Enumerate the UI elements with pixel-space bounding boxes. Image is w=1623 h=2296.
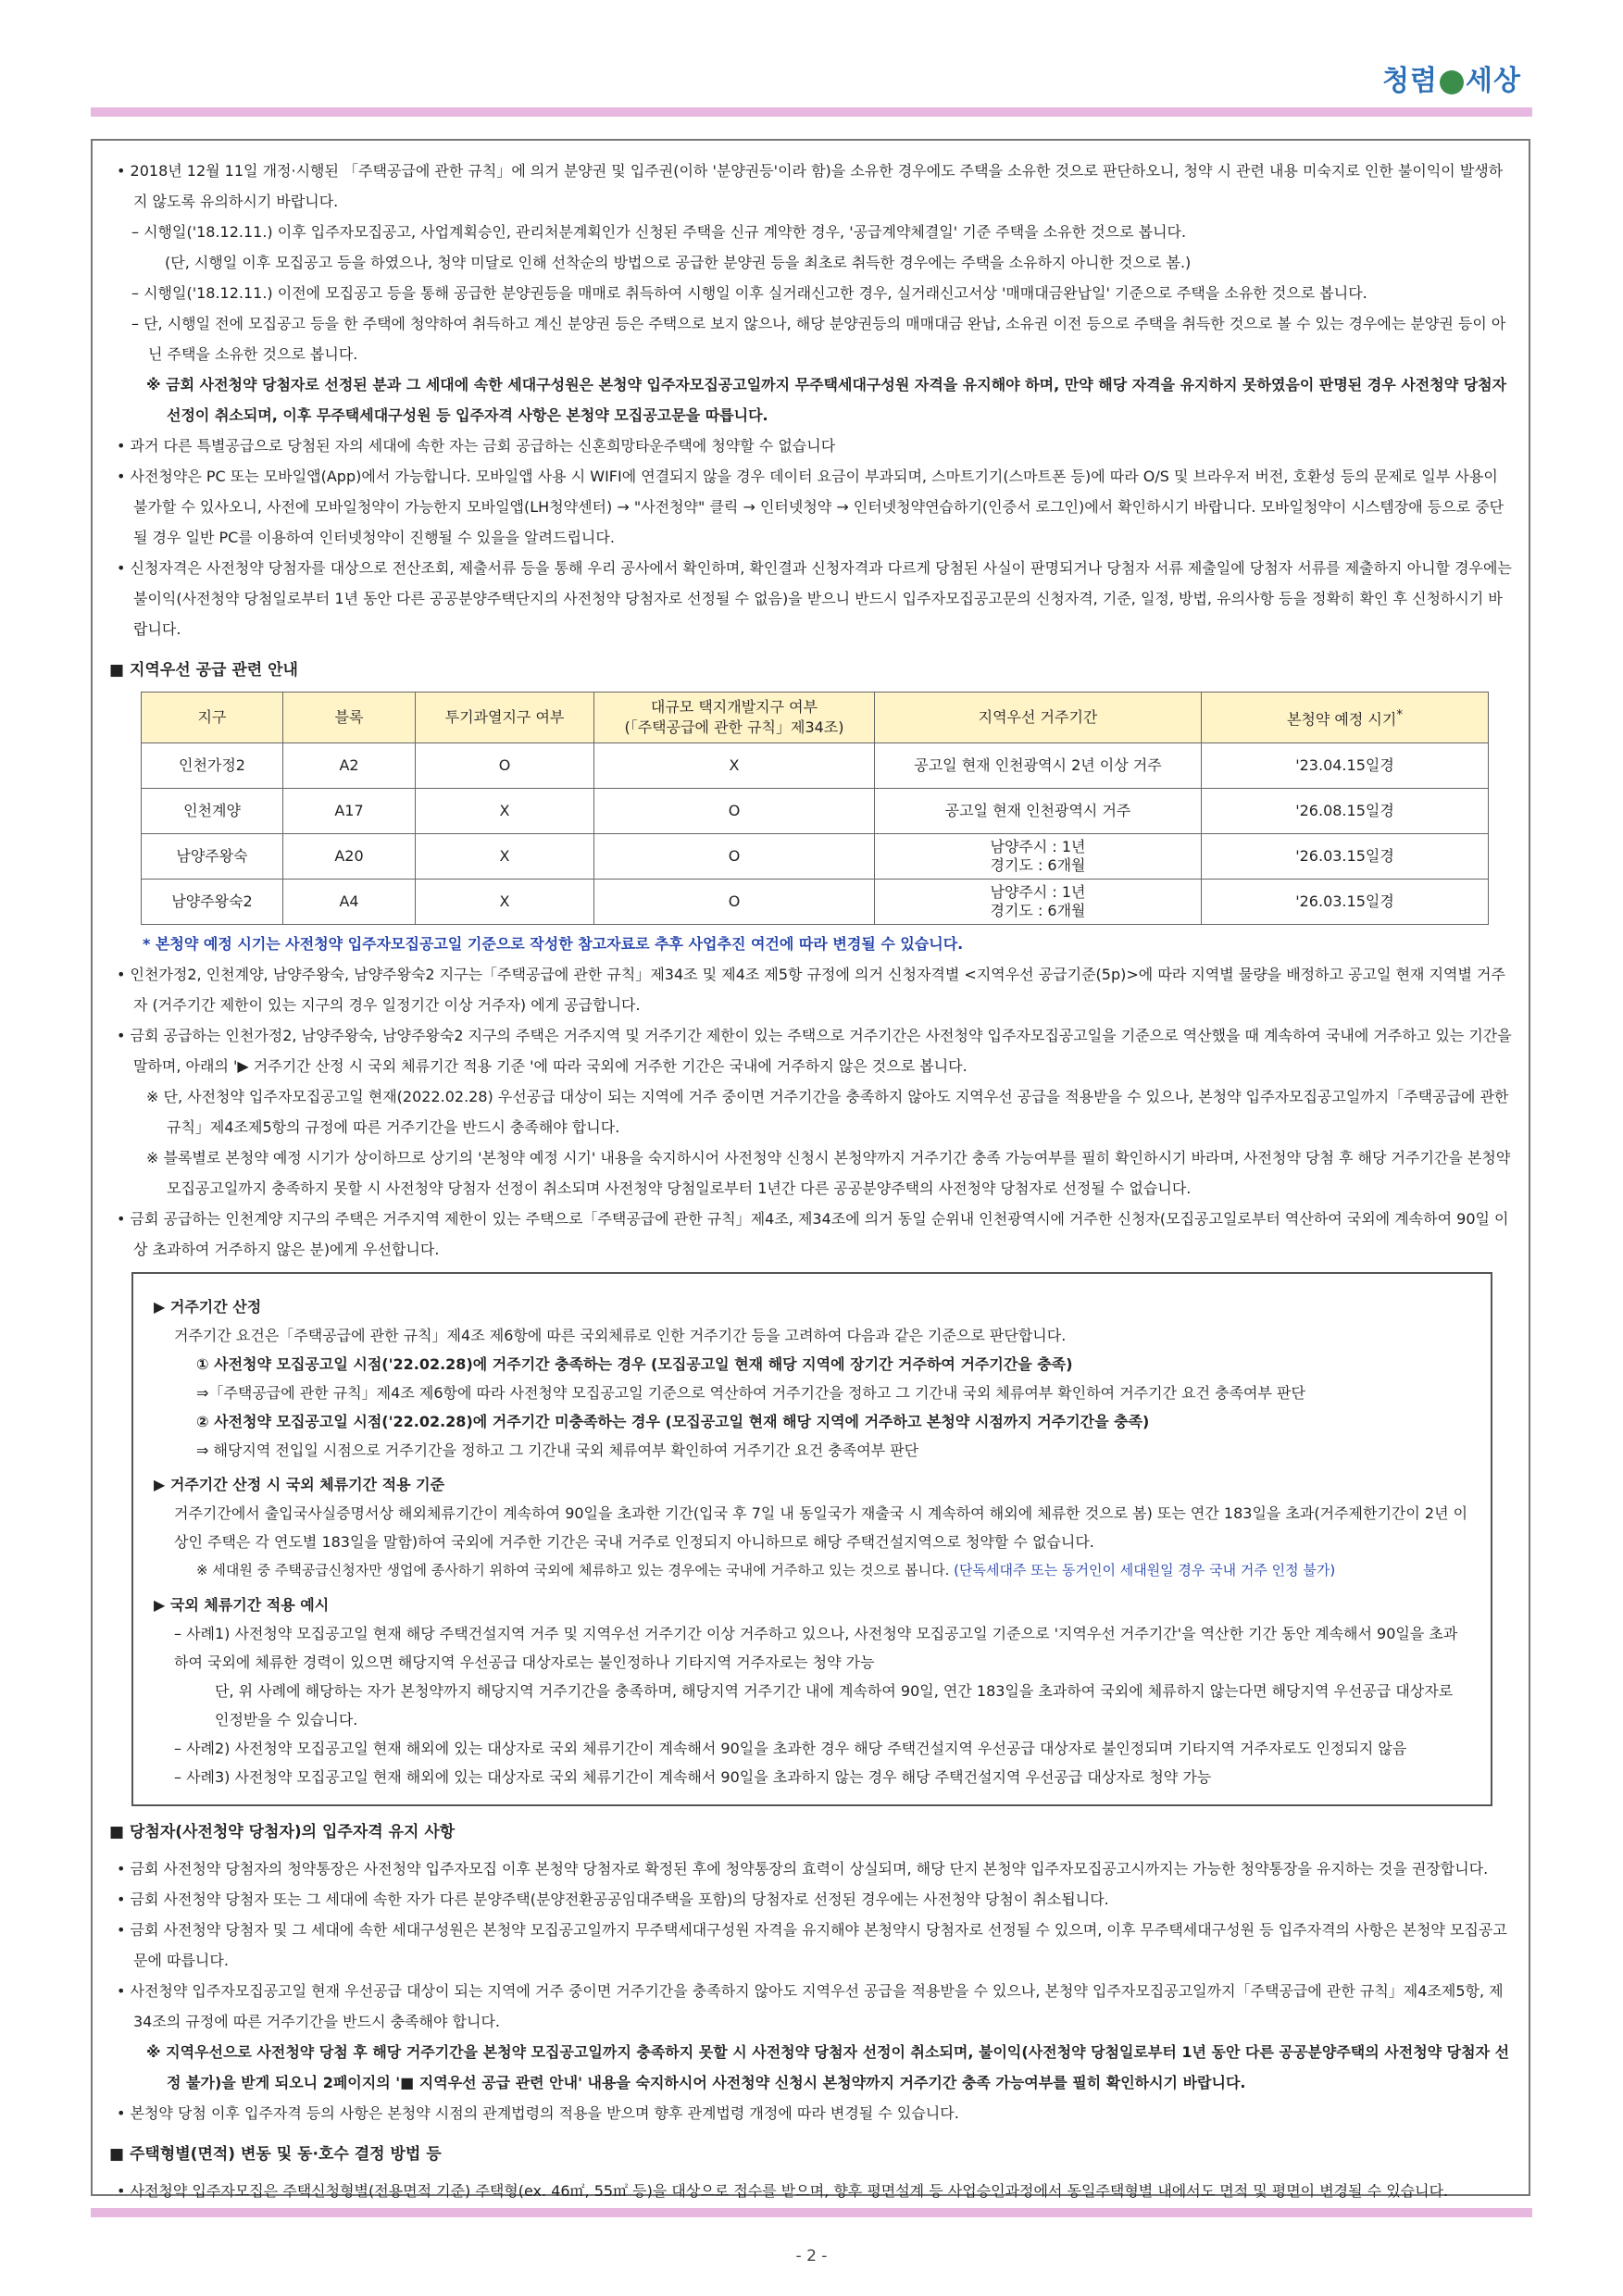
th-large-site: 대규모 택지개발지구 여부 (「주택공급에 관한 규칙」제34조) [594, 693, 875, 743]
table-row [142, 743, 1489, 789]
cell: X [416, 789, 594, 834]
cell: 인천계양 [142, 789, 283, 834]
box-heading-1: ▶ 거주기간 산정 [154, 1298, 262, 1316]
cell: O [594, 880, 875, 925]
intro-bullet-4: • 신청자격은 사전청약 당첨자를 대상으로 전산조회, 제출서류 등을 통해 우리 공사에서 확인하며, 확인결과 신청자격과 다르게 당첨된 사실이 판명되거나 당첨자 서류 제출일에 당첨자 서류를 제출하지 아니할 경우에는 불이익(사전청약 당첨일로부터 1년 동안 다른 공공분양주택단지의 사전청약 당첨자로 선정될 수 없음)을 받으니 반드시 입주자모집공고문의 신청자격, 기준, 일정, 방법, 유의사항 등을 정확히 확인 후 신청하시기 바랍니다. [117, 559, 1512, 638]
regional-table [141, 692, 1489, 925]
winners-bullet-4: • 사전청약 입주자모집공고일 현재 우선공급 대상이 되는 지역에 거주 중이면 거주기간을 충족하지 않아도 지역우선 공급을 적용받을 수 있으나, 본청약 입주자모집공고일까지「주택공급에 관한 규칙」제4조제5항, 제34조의 규정에 따른 거주기간을 반드시 충족해야 합니다. [117, 1982, 1504, 2030]
cell: 공고일 현재 인천광역시 거주 [875, 789, 1202, 834]
winners-bullet-5: • 본청약 당첨 이후 입주자격 등의 사항은 본청약 시점의 관계법령의 적용을 받으며 향후 관계법령 개정에 따라 변경될 수 있습니다. [117, 2104, 959, 2122]
box-case-2: ② 사전청약 모집공고일 시점('22.02.28)에 거주기간 미충족하는 경우 (모집공고일 현재 해당 지역에 거주하고 본청약 시점까지 거주기간을 충족) [196, 1413, 1150, 1430]
box-heading-2: ▶ 거주기간 산정 시 국외 체류기간 적용 기준 [154, 1476, 445, 1493]
box-example-3: – 사례3) 사전청약 모집공고일 현재 해외에 있는 대상자로 국외 체류기간이 계속해서 90일을 초과하지 않는 경우 해당 주택건설지역 우선공급 대상자로 청약 가능 [174, 1768, 1212, 1786]
section-title-regional: ■ 지역우선 공급 관련 안내 [109, 661, 298, 680]
bottom-divider [91, 2208, 1532, 2217]
winners-bullet-3: • 금회 사전청약 당첨자 및 그 세대에 속한 세대구성원은 본청약 모집공고일까지 무주택세대구성원 자격을 유지해야 본청약시 당첨자로 선정될 수 있으며, 이후 무주택세대구성원 등 입주자격의 사항은 본청약 모집공고문에 따릅니다. [117, 1921, 1507, 1969]
th-residence-period: 지역우선 거주기간 [875, 693, 1202, 743]
winners-bullet-1: • 금회 사전청약 당첨자의 청약통장은 사전청약 입주자모집 이후 본청약 당첨자로 확정된 후에 청약통장의 효력이 상실되며, 해당 단지 본청약 입주자모집공고시까지는 가능한 청약통장을 유지하는 것을 권장합니다. [117, 1860, 1489, 1878]
regional-bullet-3: • 금회 공급하는 인천계양 지구의 주택은 거주지역 제한이 있는 주택으로「주택공급에 관한 규칙」제4조, 제34조에 의거 동일 순위내 인천광역시에 거주한 신청자(모집공고일로부터 역산하여 국외에 계속하여 90일 이상 초과하여 거주하지 않은 분)에게 우선합니다. [117, 1210, 1509, 1258]
box-case-2-arrow: ⇒ 해당지역 전입일 시점으로 거주기간을 정하고 그 기간내 국외 체류여부 확인하여 거주기간 요건 충족여부 판단 [196, 1441, 919, 1459]
logo: 청렴 세상 [1382, 65, 1521, 97]
page-number: - 2 - [795, 2247, 828, 2265]
table-header-row [142, 693, 1489, 743]
box-example-2: – 사례2) 사전청약 모집공고일 현재 해외에 있는 대상자로 국외 체류기간이 계속해서 90일을 초과한 경우 해당 주택건설지역 우선공급 대상자로 불인정되며 기타지역 거주자로도 인정되지 않음 [174, 1740, 1407, 1757]
th-speculation: 투기과열지구 여부 [416, 693, 594, 743]
cell: '26.03.15일경 [1202, 834, 1489, 880]
box-case-1-arrow: ⇒「주택공급에 관한 규칙」제4조 제6항에 따라 사전청약 모집공고일 기준으로 역산하여 거주기간을 정하고 그 기간내 국외 체류여부 확인하여 거주기간 요건 충족여부 판단 [196, 1384, 1305, 1402]
intro-dash-2: – 시행일('18.12.11.) 이전에 모집공고 등을 통해 공급한 분양권등을 매매로 취득하여 시행일 이후 실거래신고한 경우, 실거래신고서상 '매매대금완납일' 기준으로 주택을 소유한 것으로 봅니다. [131, 284, 1367, 302]
box-example-1: – 사례1) 사전청약 모집공고일 현재 해당 주택건설지역 거주 및 지역우선 거주기간 이상 거주하고 있으나, 사전청약 모집공고일 기준으로 '지역우선 거주기간'을 역산한 기간 동안 계속해서 90일을 초과하여 국외에 체류한 경력이 있으면 해당지역 우선공급 대상자로는 불인정하나 기타지역 거주자로는 청약 가능 [174, 1625, 1458, 1671]
intro-dash-1-note: (단, 시행일 이후 모집공고 등을 하였으나, 청약 미달로 인해 선착순의 방법으로 공급한 분양권 등을 최초로 취득한 경우에는 주택을 소유하지 아니한 것으로 봄.) [165, 254, 1192, 271]
box-example-1-note: 단, 위 사례에 해당하는 자가 본청약까지 해당지역 거주기간을 충족하며, 해당지역 거주기간 내에 계속하여 90일, 연간 183일을 초과하여 국외에 체류하지 않는다면 해당지역 우선공급 대상자로 인정받을 수 있습니다. [215, 1682, 1454, 1728]
regional-bullet-1: • 인천가정2, 인천계양, 남양주왕숙, 남양주왕숙2 지구는「주택공급에 관한 규칙」제34조 및 제4조 제5항 규정에 의거 신청자격별 <지역우선 공급기준(5p)>에 따라 지역별 물량을 배정하고 공고일 현재 지역별 거주자 (거주기간 제한이 있는 지구의 경우 일정기간 이상 거주자) 에게 공급합니다. [117, 966, 1505, 1014]
th-district: 지구 [142, 693, 283, 743]
cell: '26.03.15일경 [1202, 880, 1489, 925]
intro-dash-3: – 단, 시행일 전에 모집공고 등을 한 주택에 청약하여 취득하고 계신 분양권 등은 주택으로 보지 않으나, 해당 분양권등의 매매대금 완납, 소유권 이전 등으로 주택을 취득한 것으로 볼 수 있는 경우에는 분양권 등이 아닌 주택을 소유한 것으로 봅니다. [131, 315, 1506, 363]
regional-note-1: ※ 단, 사전청약 입주자모집공고일 현재(2022.02.28) 우선공급 대상이 되는 지역에 거주 중이면 거주기간을 충족하지 않아도 지역우선 공급을 적용받을 수 있으나, 본청약 입주자모집공고일까지「주택공급에 관한 규칙」제4조제5항의 규정에 따른 거주기간을 반드시 충족해야 합니다. [146, 1088, 1509, 1136]
intro-bullet-2: • 과거 다른 특별공급으로 당첨된 자의 세대에 속한 자는 금회 공급하는 신혼희망타운주택에 청약할 수 없습니다 [117, 437, 836, 455]
table-note: * 본청약 예정 시기는 사전청약 입주자모집공고일 기준으로 작성한 참고자료로 추후 사업추진 여건에 따라 변경될 수 있습니다. [143, 935, 964, 953]
cell: A20 [283, 834, 416, 880]
cell: 남양주왕숙 [142, 834, 283, 880]
cell: 남양주왕숙2 [142, 880, 283, 925]
box-heading-3: ▶ 국외 체류기간 적용 예시 [154, 1596, 330, 1614]
box-para-2: 거주기간에서 출입국사실증명서상 해외체류기간이 계속하여 90일을 초과한 기간(입국 후 7일 내 동일국가 재출국 시 계속하여 해외에 체류한 것으로 봄) 또는 연간 183일을 초과(거주제한기간이 2년 이상인 주택은 각 연도별 183일을 말함)하여 국외에 거주한 기간은 국내 거주로 인정되지 아니하므로 해당 주택건설지역으로 청약할 수 없습니다. [174, 1504, 1468, 1551]
cell: 남양주시 : 1년 경기도 : 6개월 [875, 880, 1202, 925]
winners-note: ※ 지역우선으로 사전청약 당첨 후 해당 거주기간을 본청약 모집공고일까지 충족하지 못할 시 사전청약 당첨자 선정이 취소되며, 불이익(사전청약 당첨일로부터 1년 동안 다른 공공분양주택의 사전청약 당첨자 선정 불가)을 받게 되오니 2페이지의 '■ 지역우선 공급 관련 안내' 내용을 숙지하시어 사전청약 신청시 본청약까지 거주기간 충족 가능여부를 필히 확인하시기 바랍니다. [146, 2043, 1510, 2091]
cell: X [416, 880, 594, 925]
cell: '26.08.15일경 [1202, 789, 1489, 834]
cell: X [416, 834, 594, 880]
cell: O [416, 743, 594, 789]
regional-bullet-2: • 금회 공급하는 인천가정2, 남양주왕숙, 남양주왕숙2 지구의 주택은 거주지역 및 거주기간 제한이 있는 주택으로 거주기간은 사전청약 입주자모집공고일을 기준으로 역산했을 때 계속하여 국내에 거주하고 있는 기간을 말하며, 아래의 '▶ 거주기간 산정 시 국외 체류기간 적용 기준 '에 따라 국외에 거주한 기간은 국내에 거주하지 않은 것으로 봅니다. [117, 1027, 1512, 1075]
table-row [142, 834, 1489, 880]
table-row [142, 789, 1489, 834]
intro-note: ※ 금회 사전청약 당첨자로 선정된 분과 그 세대에 속한 세대구성원은 본청약 입주자모집공고일까지 무주택세대구성원 자격을 유지해야 하며, 만약 해당 자격을 유지하지 못하였음이 판명된 경우 사전청약 당첨자 선정이 취소되며, 이후 무주택세대구성원 등 입주자격 사항은 본청약 모집공고문을 따릅니다. [146, 376, 1507, 424]
regional-note-2: ※ 블록별로 본청약 예정 시기가 상이하므로 상기의 '본청약 예정 시기' 내용을 숙지하시어 사전청약 신청시 본청약까지 거주기간 충족 가능여부를 필히 확인하시기 바라며, 사전청약 당첨 후 해당 거주기간을 본청약 모집공고일까지 충족하지 못할 시 사전청약 당첨자 선정이 취소되며 사전청약 당첨일로부터 1년간 다른 공공분양주택의 사전청약 당첨자로 선정될 수 없습니다. [146, 1149, 1511, 1197]
winners-bullet-2: • 금회 사전청약 당첨자 또는 그 세대에 속한 자가 다른 분양주택(분양전환공공임대주택을 포함)의 당첨자로 선정된 경우에는 사전청약 당첨이 취소됩니다. [117, 1890, 1109, 1908]
box-para-1: 거주기간 요건은「주택공급에 관한 규칙」제4조 제6항에 따른 국외체류로 인한 거주기간 등을 고려하여 다음과 같은 기준으로 판단합니다. [174, 1327, 1067, 1344]
cell: '23.04.15일경 [1202, 743, 1489, 789]
cell: A4 [283, 880, 416, 925]
cell: O [594, 789, 875, 834]
box-para-2-note: ※ 세대원 중 주택공급신청자만 생업에 종사하기 위하여 국외에 체류하고 있는 경우에는 국내에 거주하고 있는 것으로 봅니다. (단독세대주 또는 동거인이 세대원일 경우 국내 거주 인정 불가) [196, 1562, 1336, 1578]
logo-seal-icon [1440, 70, 1464, 94]
intro-bullet-1: • 2018년 12월 11일 개정·시행된 「주택공급에 관한 규칙」에 의거 분양권 및 입주권(이하 '분양권등'이라 함)을 소유한 경우에도 주택을 소유한 것으로 판단하오니, 청약 시 관련 내용 미숙지로 인한 불이익이 발생하지 않도록 유의하시기 바랍니다. [117, 162, 1504, 210]
document-body [109, 156, 1517, 2206]
cell: 공고일 현재 인천광역시 2년 이상 거주 [875, 743, 1202, 789]
intro-bullet-3: • 사전청약은 PC 또는 모바일앱(App)에서 가능합니다. 모바일앱 사용 시 WIFI에 연결되지 않을 경우 데이터 요금이 부과되며, 스마트기기(스마트폰 등)에 따라 O/S 및 브라우저 버전, 호환성 등의 문제로 일부 사용이 불가할 수 있사오니, 사전에 모바일청약이 가능한지 모바일앱(LH청약센터) → "사전청약" 클릭 → 인터넷청약 → 인터넷청약연습하기(인증서 로그인)에서 확인하시기 바랍니다. 모바일청약이 시스템장애 등으로 중단될 경우 일반 PC를 이용하여 인터넷청약이 진행될 수 있을을 알려드립니다. [117, 468, 1504, 546]
cell: A17 [283, 789, 416, 834]
top-divider [91, 107, 1532, 117]
cell: A2 [283, 743, 416, 789]
residence-period-box [131, 1272, 1492, 1806]
intro-dash-1: – 시행일('18.12.11.) 이후 입주자모집공고, 사업계획승인, 관리처분계획인가 신청된 주택을 신규 계약한 경우, '공급계약체결일' 기준 주택을 소유한 것으로 봅니다. [131, 223, 1187, 241]
section-title-winners: ■ 당첨자(사전청약 당첨자)의 입주자격 유지 사항 [109, 1823, 456, 1841]
cell: 남양주시 : 1년 경기도 : 6개월 [875, 834, 1202, 880]
cell: 인천가정2 [142, 743, 283, 789]
cell: O [594, 834, 875, 880]
th-main-schedule: 본청약 예정 시기* [1202, 693, 1489, 743]
th-block: 블록 [283, 693, 416, 743]
section-title-housing: ■ 주택형별(면적) 변동 및 동·호수 결정 방법 등 [109, 2145, 442, 2164]
table-row [142, 880, 1489, 925]
housing-bullet-1: • 사전청약 입주자모집은 주택신청형별(전용면적 기준) 주택형(ex. 46㎡, 55㎡ 등)을 대상으로 접수를 받으며, 향후 평면설계 등 사업승인과정에서 동일주택형별 내에서도 면적 및 평면이 변경될 수 있습니다. [117, 2182, 1449, 2200]
cell: X [594, 743, 875, 789]
box-case-1: ① 사전청약 모집공고일 시점('22.02.28)에 거주기간 충족하는 경우 (모집공고일 현재 해당 지역에 장기간 거주하여 거주기간을 충족) [196, 1355, 1073, 1373]
